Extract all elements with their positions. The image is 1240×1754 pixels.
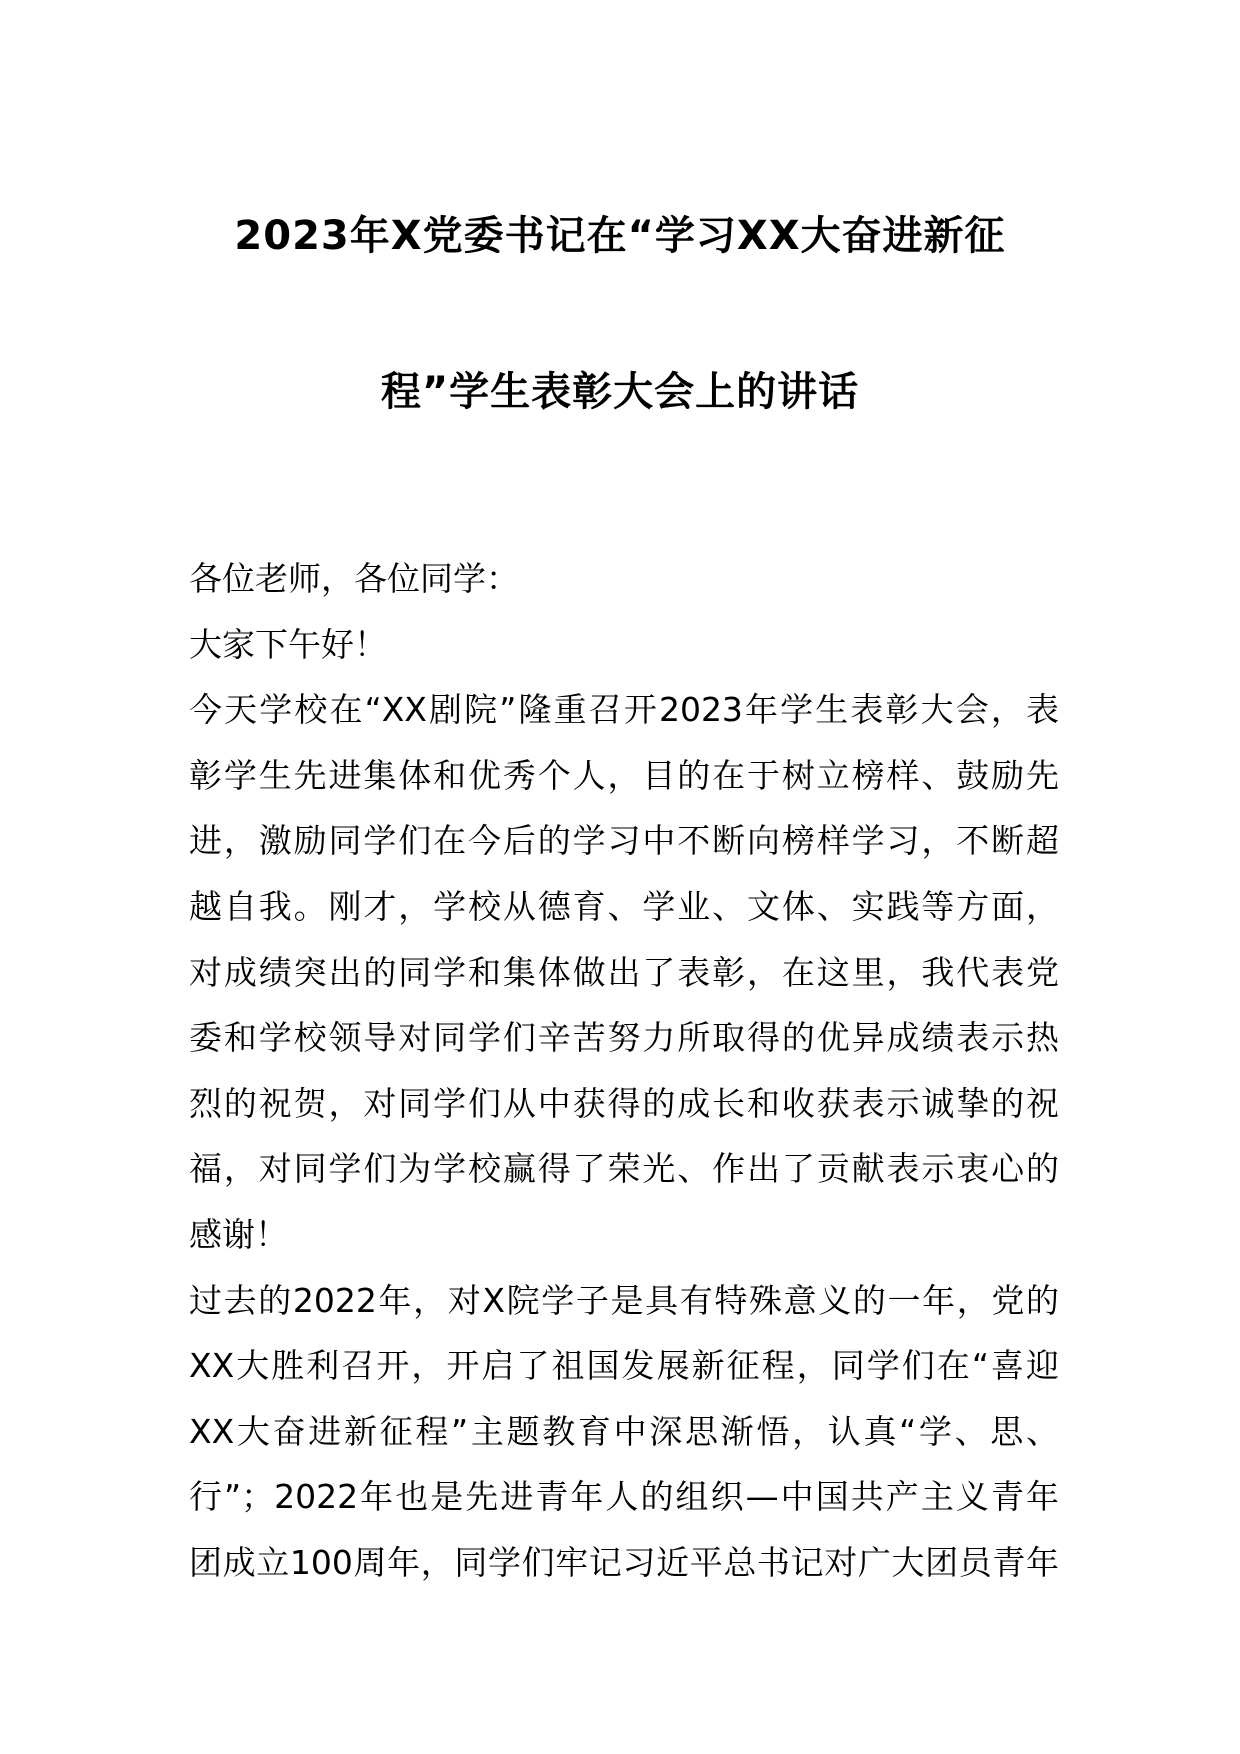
body-line: 各位老师，各位同学：	[189, 559, 519, 598]
body-line: 福，对同学们为学校赢得了荣光、作出了贡献表示衷心的	[189, 1149, 1059, 1189]
body-line: 彰学生先进集体和优秀个人，目的在于树立榜样、鼓励先	[189, 755, 1059, 795]
body-line: 大家下午好！	[189, 624, 387, 664]
document-title-line-2: 程”学生表彰大会上的讲话	[380, 369, 860, 415]
body-line: 团成立100周年，同学们牢记习近平总书记对广大团员青年	[189, 1542, 1059, 1582]
body-line: 过去的2022年，对X院学子是具有特殊意义的一年，党的	[189, 1280, 1059, 1320]
body-line: 行”；2022年也是先进青年人的组织—中国共产主义青年	[189, 1477, 1059, 1517]
body-line: 委和学校领导对同学们辛苦努力所取得的优异成绩表示热	[189, 1018, 1059, 1058]
document-title-line-1: 2023年X党委书记在“学习XX大奋进新征	[234, 213, 1006, 259]
document-body	[189, 546, 1059, 1596]
body-line: 今天学校在“XX剧院”隆重召开2023年学生表彰大会，表	[189, 690, 1059, 730]
body-line: 越自我。刚才，学校从德育、学业、文体、实践等方面，	[189, 886, 1059, 926]
body-line: XX大奋进新征程”主题教育中深思渐悟，认真“学、思、	[189, 1411, 1059, 1451]
body-line: 进，激励同学们在今后的学习中不断向榜样学习，不断超	[189, 821, 1059, 861]
body-line: 烈的祝贺，对同学们从中获得的成长和收获表示诚挚的祝	[189, 1083, 1059, 1123]
body-line: XX大胜利召开，开启了祖国发展新征程，同学们在“喜迎	[189, 1346, 1059, 1386]
body-line: 感谢！	[189, 1214, 288, 1254]
body-line: 对成绩突出的同学和集体做出了表彰，在这里，我代表党	[189, 952, 1059, 992]
